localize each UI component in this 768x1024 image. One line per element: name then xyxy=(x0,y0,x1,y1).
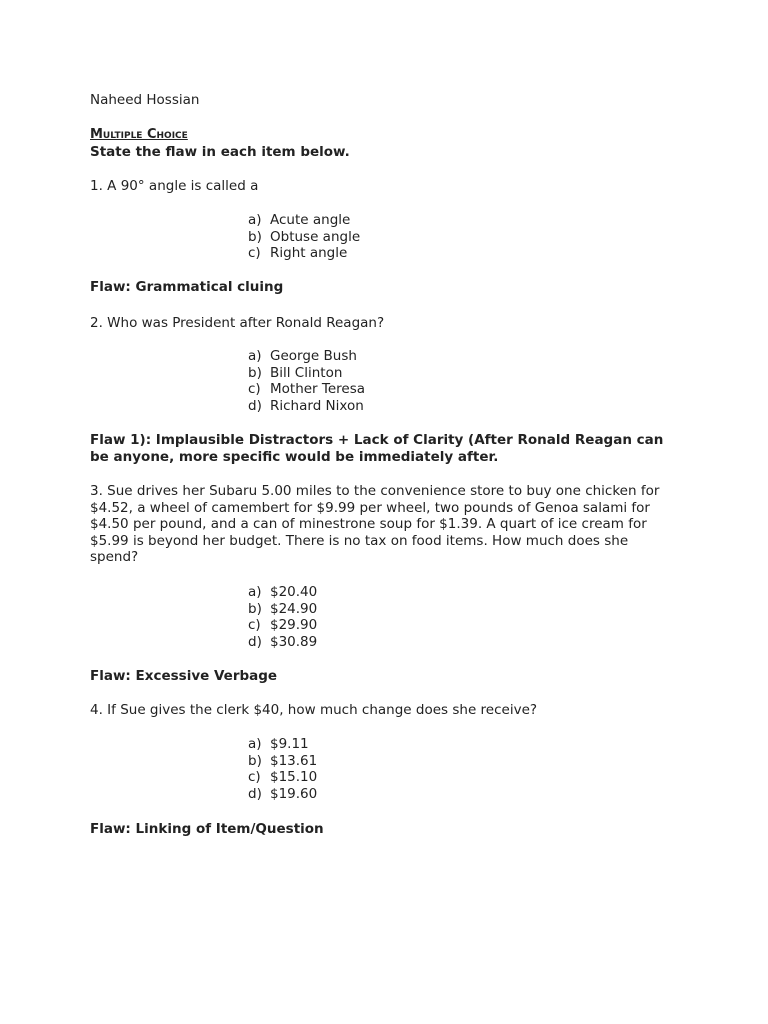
question-3-option-d xyxy=(248,634,317,651)
option-letter: a) xyxy=(248,584,262,600)
question-3-stem-line-4: $5.99 is beyond her budget. There is no tax on food items. How much does she xyxy=(90,533,629,549)
option-letter: c) xyxy=(248,769,261,785)
instructions: State the flaw in each item below. xyxy=(90,144,350,160)
question-3-flaw: Flaw: Excessive Verbage xyxy=(90,668,278,684)
question-4-option-b xyxy=(248,753,317,770)
option-text: $20.40 xyxy=(270,584,318,600)
option-letter: d) xyxy=(248,398,262,414)
option-text: $30.89 xyxy=(270,634,318,650)
option-text: $19.60 xyxy=(270,786,318,802)
question-4-option-c xyxy=(248,769,317,786)
option-text: $13.61 xyxy=(270,753,318,769)
question-1-stem: 1. A 90° angle is called a xyxy=(90,178,259,194)
question-4-option-a xyxy=(248,736,309,753)
question-4-flaw: Flaw: Linking of Item/Question xyxy=(90,821,324,837)
question-4-option-d xyxy=(248,786,317,803)
question-3-stem-line-5: spend? xyxy=(90,549,139,565)
question-3-option-c xyxy=(248,617,317,634)
option-letter: b) xyxy=(248,753,262,769)
option-text: $29.90 xyxy=(270,617,318,633)
question-3-option-a xyxy=(248,584,317,601)
option-letter: d) xyxy=(248,634,262,650)
question-1-flaw: Flaw: Grammatical cluing xyxy=(90,279,284,295)
option-letter: c) xyxy=(248,245,261,261)
option-letter: a) xyxy=(248,348,262,364)
question-2-stem: 2. Who was President after Ronald Reagan? xyxy=(90,315,385,331)
question-3-stem-line-2: $4.52, a wheel of camembert for $9.99 per wheel, two pounds of Genoa salami for xyxy=(90,500,650,516)
option-letter: b) xyxy=(248,601,262,617)
section-heading: Multiple Choice xyxy=(90,127,188,142)
option-text: George Bush xyxy=(270,348,357,364)
option-text: $15.10 xyxy=(270,769,318,785)
question-2-flaw-line-2: be anyone, more specific would be immediately after. xyxy=(90,449,499,465)
question-2-option-c xyxy=(248,381,365,398)
question-2-flaw-line-1: Flaw 1): Implausible Distractors + Lack of Clarity (After Ronald Reagan can xyxy=(90,432,664,448)
option-letter: d) xyxy=(248,786,262,802)
option-text: Acute angle xyxy=(270,212,351,228)
question-1-option-b xyxy=(248,229,360,246)
author-name: Naheed Hossian xyxy=(90,92,200,108)
question-4-stem: 4. If Sue gives the clerk $40, how much change does she receive? xyxy=(90,702,538,718)
option-letter: c) xyxy=(248,381,261,397)
question-3-stem-line-1: 3. Sue drives her Subaru 5.00 miles to the convenience store to buy one chicken for xyxy=(90,483,660,499)
question-3-stem-line-3: $4.50 per pound, and a can of minestrone soup for $1.39. A quart of ice cream for xyxy=(90,516,647,532)
option-text: Richard Nixon xyxy=(270,398,364,414)
question-2-option-d xyxy=(248,398,364,415)
option-text: Mother Teresa xyxy=(270,381,366,397)
option-letter: a) xyxy=(248,736,262,752)
option-text: Obtuse angle xyxy=(270,229,361,245)
option-letter: a) xyxy=(248,212,262,228)
option-text: Bill Clinton xyxy=(270,365,343,381)
option-text: $9.11 xyxy=(270,736,309,752)
question-1-option-c xyxy=(248,245,347,262)
question-3-option-b xyxy=(248,601,317,618)
option-text: $24.90 xyxy=(270,601,318,617)
option-text: Right angle xyxy=(270,245,348,261)
option-letter: c) xyxy=(248,617,261,633)
option-letter: b) xyxy=(248,365,262,381)
question-1-option-a xyxy=(248,212,350,229)
question-2-option-a xyxy=(248,348,357,365)
question-2-option-b xyxy=(248,365,342,382)
option-letter: b) xyxy=(248,229,262,245)
